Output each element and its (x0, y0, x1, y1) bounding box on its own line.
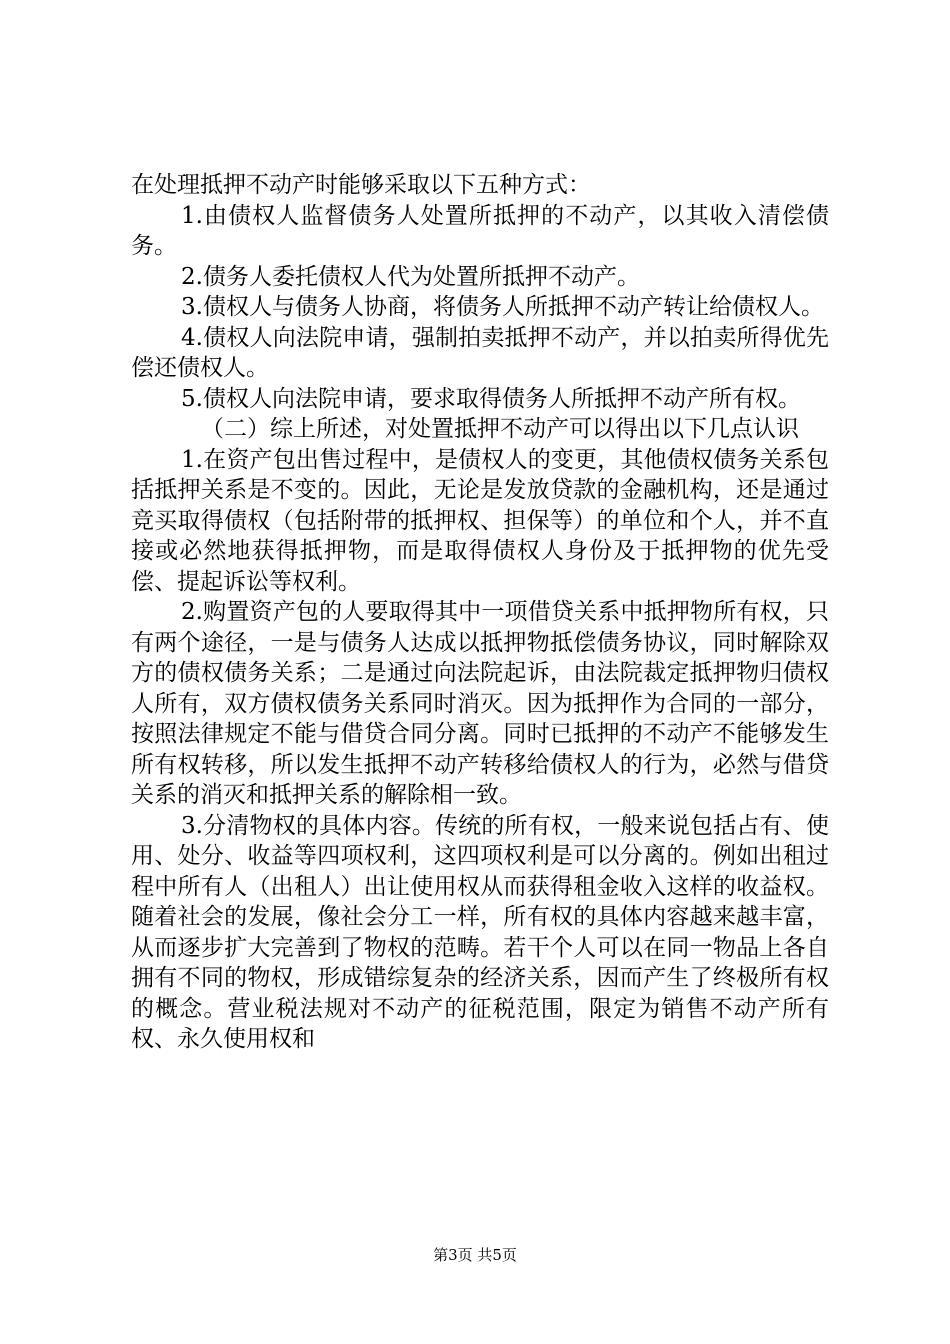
page-number-footer: 第3页 共5页 (433, 1246, 517, 1264)
paragraph-point-3: 3.分清物权的具体内容。传统的所有权，一般来说包括占有、使用、处分、收益等四项权利，这四项权利是可以分离的。例如出租过程中所有人（出租人）出让使用权从而获得租金收入这样的收益权。随着社会的发展，像社会分工一样，所有权的具体内容越来越丰富，从而逐步扩大完善到了物权的范畴。若干个人可以在同一物品上各自拥有不同的物权，形成错综复杂的经济关系，因而产生了终极所有权的概念。营业税法规对不动产的征税范围，限定为销售不动产所有权、永久使用权和 (131, 812, 829, 1052)
paragraph-method-4: 4.债权人向法院申请，强制拍卖抵押不动产，并以拍卖所得优先偿还债权人。 (131, 324, 829, 381)
section-heading-2: （二）综上所述，对处置抵押不动产可以得出以下几点认识 (201, 416, 799, 442)
paragraph-method-3: 3.债权人与债务人协商，将债务人所抵押不动产转让给债权人。 (181, 294, 824, 320)
paragraph-point-2: 2.购置资产包的人要取得其中一项借贷关系中抵押物所有权，只有两个途径，一是与债务人达成以抵押物抵偿债务协议，同时解除双方的债权债务关系；二是通过向法院起诉，由法院裁定抵押物归债权人所有，双方债权债务关系同时消灭。因为抵押作为合同的一部分，按照法律规定不能与借贷合同分离。同时已抵押的不动产不能够发生所有权转移，所以发生抵押不动产转移给债权人的行为，必然与借贷关系的消灭和抵押关系的解除相一致。 (131, 599, 829, 808)
document-body (131, 170, 829, 1055)
paragraph-method-2: 2.债务人委托债权人代为处置所抵押不动产。 (181, 263, 640, 290)
paragraph-point-1: 1.在资产包出售过程中，是债权人的变更，其他债权债务关系包括抵押关系是不变的。因此，无论是发放贷款的金融机构，还是通过竞买取得债权（包括附带的抵押权、担保等）的单位和个人，并不直接或必然地获得抵押物，而是取得债权人身份及于抵押物的优先受偿、提起诉讼等权利。 (131, 446, 829, 595)
paragraph-method-5: 5.债权人向法院申请，要求取得债务人所抵押不动产所有权。 (181, 385, 801, 412)
paragraph-method-1: 1.由债权人监督债务人处置所抵押的不动产，以其收入清偿债务。 (131, 202, 829, 259)
paragraph-intro: 在处理抵押不动产时能够采取以下五种方式： (131, 172, 591, 198)
